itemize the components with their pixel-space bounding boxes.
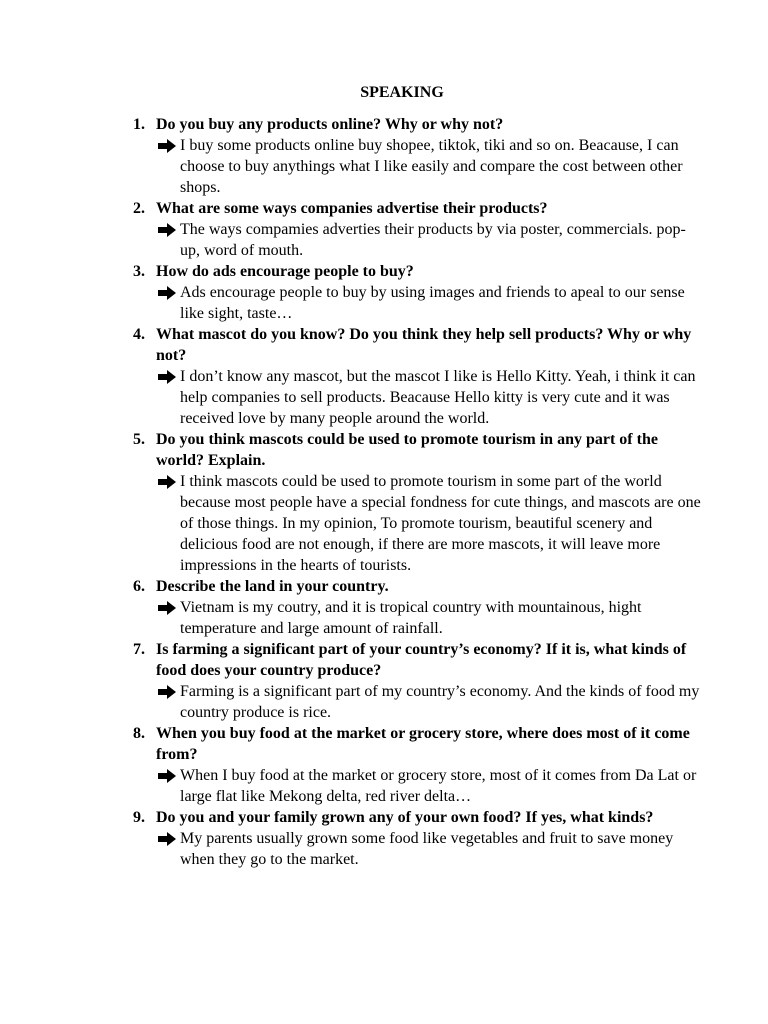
answer-text: I don’t know any mascot, but the mascot I like is Hello Kitty. Yeah, i think it can help companies to sell products. Beacause Hello kitty is very cute and it was received love by many people around the world. (180, 368, 696, 427)
arrow-right-icon (158, 831, 176, 845)
list-item (0, 114, 768, 198)
question-number: 6. (133, 578, 145, 595)
answer-block (180, 366, 705, 429)
arrow-right-icon (158, 222, 176, 236)
list-item (0, 639, 768, 723)
question-number: 8. (133, 725, 145, 742)
answer-block (180, 828, 705, 870)
question-text: Is farming a significant part of your country’s economy? If it is, what kinds of food does your country produce? (156, 641, 687, 679)
list-item (0, 324, 768, 429)
list-item (0, 576, 768, 639)
list-item (0, 198, 768, 261)
answer-text: When I buy food at the market or grocery store, most of it comes from Da Lat or large flat like Mekong delta, red river delta… (180, 767, 697, 805)
answer-text: The ways compamies adverties their products by via poster, commercials. pop-up, word of mouth. (180, 221, 686, 259)
arrow-right-icon (158, 684, 176, 698)
answer-text: Vietnam is my coutry, and it is tropical country with mountainous, hight temperature and large amount of rainfall. (180, 599, 642, 637)
question-text: When you buy food at the market or grocery store, where does most of it come from? (156, 725, 690, 763)
question-text: What mascot do you know? Do you think they help sell products? Why or why not? (156, 326, 692, 364)
arrow-right-icon (158, 474, 176, 488)
answer-block (180, 219, 705, 261)
answer-block (180, 597, 705, 639)
answer-text: Farming is a significant part of my country’s economy. And the kinds of food my country produce is rice. (180, 683, 700, 721)
question-text: What are some ways companies advertise their products? (156, 200, 548, 217)
answer-block (180, 765, 705, 807)
arrow-right-icon (158, 768, 176, 782)
question-number: 3. (133, 263, 145, 280)
question-text: Do you buy any products online? Why or why not? (156, 116, 504, 133)
list-item (0, 261, 768, 324)
question-number: 1. (133, 116, 145, 133)
question-text: Do you and your family grown any of your own food? If yes, what kinds? (156, 809, 654, 826)
question-number: 9. (133, 809, 145, 826)
answer-block (180, 681, 705, 723)
question-number: 4. (133, 326, 145, 343)
list-item (0, 807, 768, 870)
answer-block (180, 135, 705, 198)
list-item (0, 429, 768, 576)
arrow-right-icon (158, 600, 176, 614)
question-number: 5. (133, 431, 145, 448)
arrow-right-icon (158, 285, 176, 299)
arrow-right-icon (158, 138, 176, 152)
question-text: Describe the land in your country. (156, 578, 389, 595)
question-text: How do ads encourage people to buy? (156, 263, 414, 280)
answer-text: My parents usually grown some food like vegetables and fruit to save money when they go to the market. (180, 830, 674, 868)
answer-text: I buy some products online buy shopee, tiktok, tiki and so on. Beacause, I can choose to buy anythings what I like easily and compare the cost between other shops. (180, 137, 683, 196)
answer-block (180, 282, 705, 324)
question-text: Do you think mascots could be used to promote tourism in any part of the world? Explain. (156, 431, 658, 469)
answer-text: Ads encourage people to buy by using images and friends to apeal to our sense like sight, taste… (180, 284, 685, 322)
list-item (0, 723, 768, 807)
arrow-right-icon (158, 369, 176, 383)
question-number: 7. (133, 641, 145, 658)
question-list (0, 114, 768, 870)
answer-block (180, 471, 705, 576)
answer-text: I think mascots could be used to promote tourism in some part of the world because most people have a special fondness for cute things, and mascots are one of those things. In my opinion, To promote tourism, beautiful scenery and delicious food are not enough, if there are more mascots, it will leave more impressions in the hearts of tourists. (180, 473, 701, 574)
question-number: 2. (133, 200, 145, 217)
page-title: SPEAKING (360, 84, 444, 101)
